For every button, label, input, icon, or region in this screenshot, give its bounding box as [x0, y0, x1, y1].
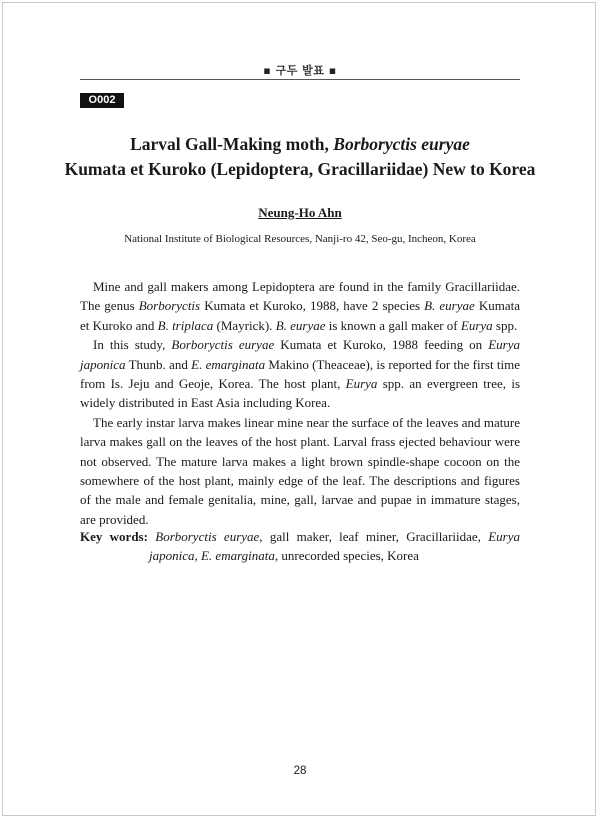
italic-taxon: B. euryae [424, 298, 475, 314]
text-run: (Mayrick). [213, 317, 276, 333]
page-number: 28 [293, 765, 307, 777]
text-run: In this study, [93, 337, 172, 353]
title-line2: Kumata et Kuroko (Lepidoptera, Gracillariidae) New to Korea [64, 159, 536, 179]
paper-title [60, 132, 540, 182]
italic-taxon: Eurya japonica, E. emarginata, [149, 529, 520, 564]
text-run: is known a gall maker of [325, 317, 461, 333]
italic-taxon: E. emarginata [191, 356, 266, 372]
abstract-id-badge: O002 [80, 93, 124, 108]
keywords-label: Key words: [80, 529, 148, 544]
italic-taxon: Borboryctis [138, 298, 201, 314]
abstract-paragraph-3: The early instar larva makes linear mine near the surface of the leaves and mature larva makes gall on the leaves of the host plant. Larval frass ejected behaviour were not observed. The mature larva makes a light brown spindle-shape cocoon on the somewhere of the host plant, mainly edge of the leaf. The descriptions and figures of the male and female genitalia, mine, gall, larvae and pupae in immature stages, are provided. [80, 414, 520, 527]
italic-taxon: Eurya [460, 317, 493, 333]
header-divider [80, 79, 520, 80]
italic-taxon: B. euryae [275, 317, 326, 333]
text-run: Kumata et Kuroko and [80, 298, 521, 333]
abstract-paragraph-2 [80, 335, 520, 413]
author-affiliation: National Institute of Biological Resources, Nanji-ro 42, Seo-gu, Incheon, Korea [124, 233, 476, 245]
keywords [80, 527, 520, 566]
text-run: Mine and gall makers among Lepidoptera are found in the family Gracillariidae. The genus [80, 279, 520, 314]
text-run: spp. an evergreen tree, is widely distributed in East Asia including Korea. [80, 376, 521, 411]
italic-taxon: Eurya japonica [80, 337, 520, 372]
italic-taxon: Borboryctis euryae [155, 529, 260, 544]
text-run: Kumata et Kuroko, 1988, have 2 species [200, 298, 425, 314]
title-line1-italic: Borboryctis euryae [333, 134, 470, 154]
abstract-body [80, 277, 520, 529]
italic-taxon: B. triplaca [157, 317, 214, 333]
italic-taxon: Eurya [345, 376, 378, 392]
italic-taxon: Borboryctis euryae [171, 337, 275, 353]
text-run: Kumata et Kuroko, 1988 feeding on [274, 337, 489, 353]
text-run: , gall maker, leaf miner, Gracillariidae, [259, 529, 489, 544]
section-header: ▪ 구두 발표 ▪ [263, 64, 337, 77]
text-run: Thunb. and [125, 356, 192, 372]
title-line1-plain: Larval Gall-Making moth, [130, 134, 334, 154]
text-run: spp. [492, 317, 518, 333]
text-run: unrecorded species, Korea [278, 548, 419, 564]
abstract-paragraph-1 [80, 277, 520, 335]
text-run: Makino (Theaceae), is reported for the first time from Is. Jeju and Geoje, Korea. The host plant, [80, 356, 520, 392]
author-name: Neung-Ho Ahn [258, 205, 342, 220]
